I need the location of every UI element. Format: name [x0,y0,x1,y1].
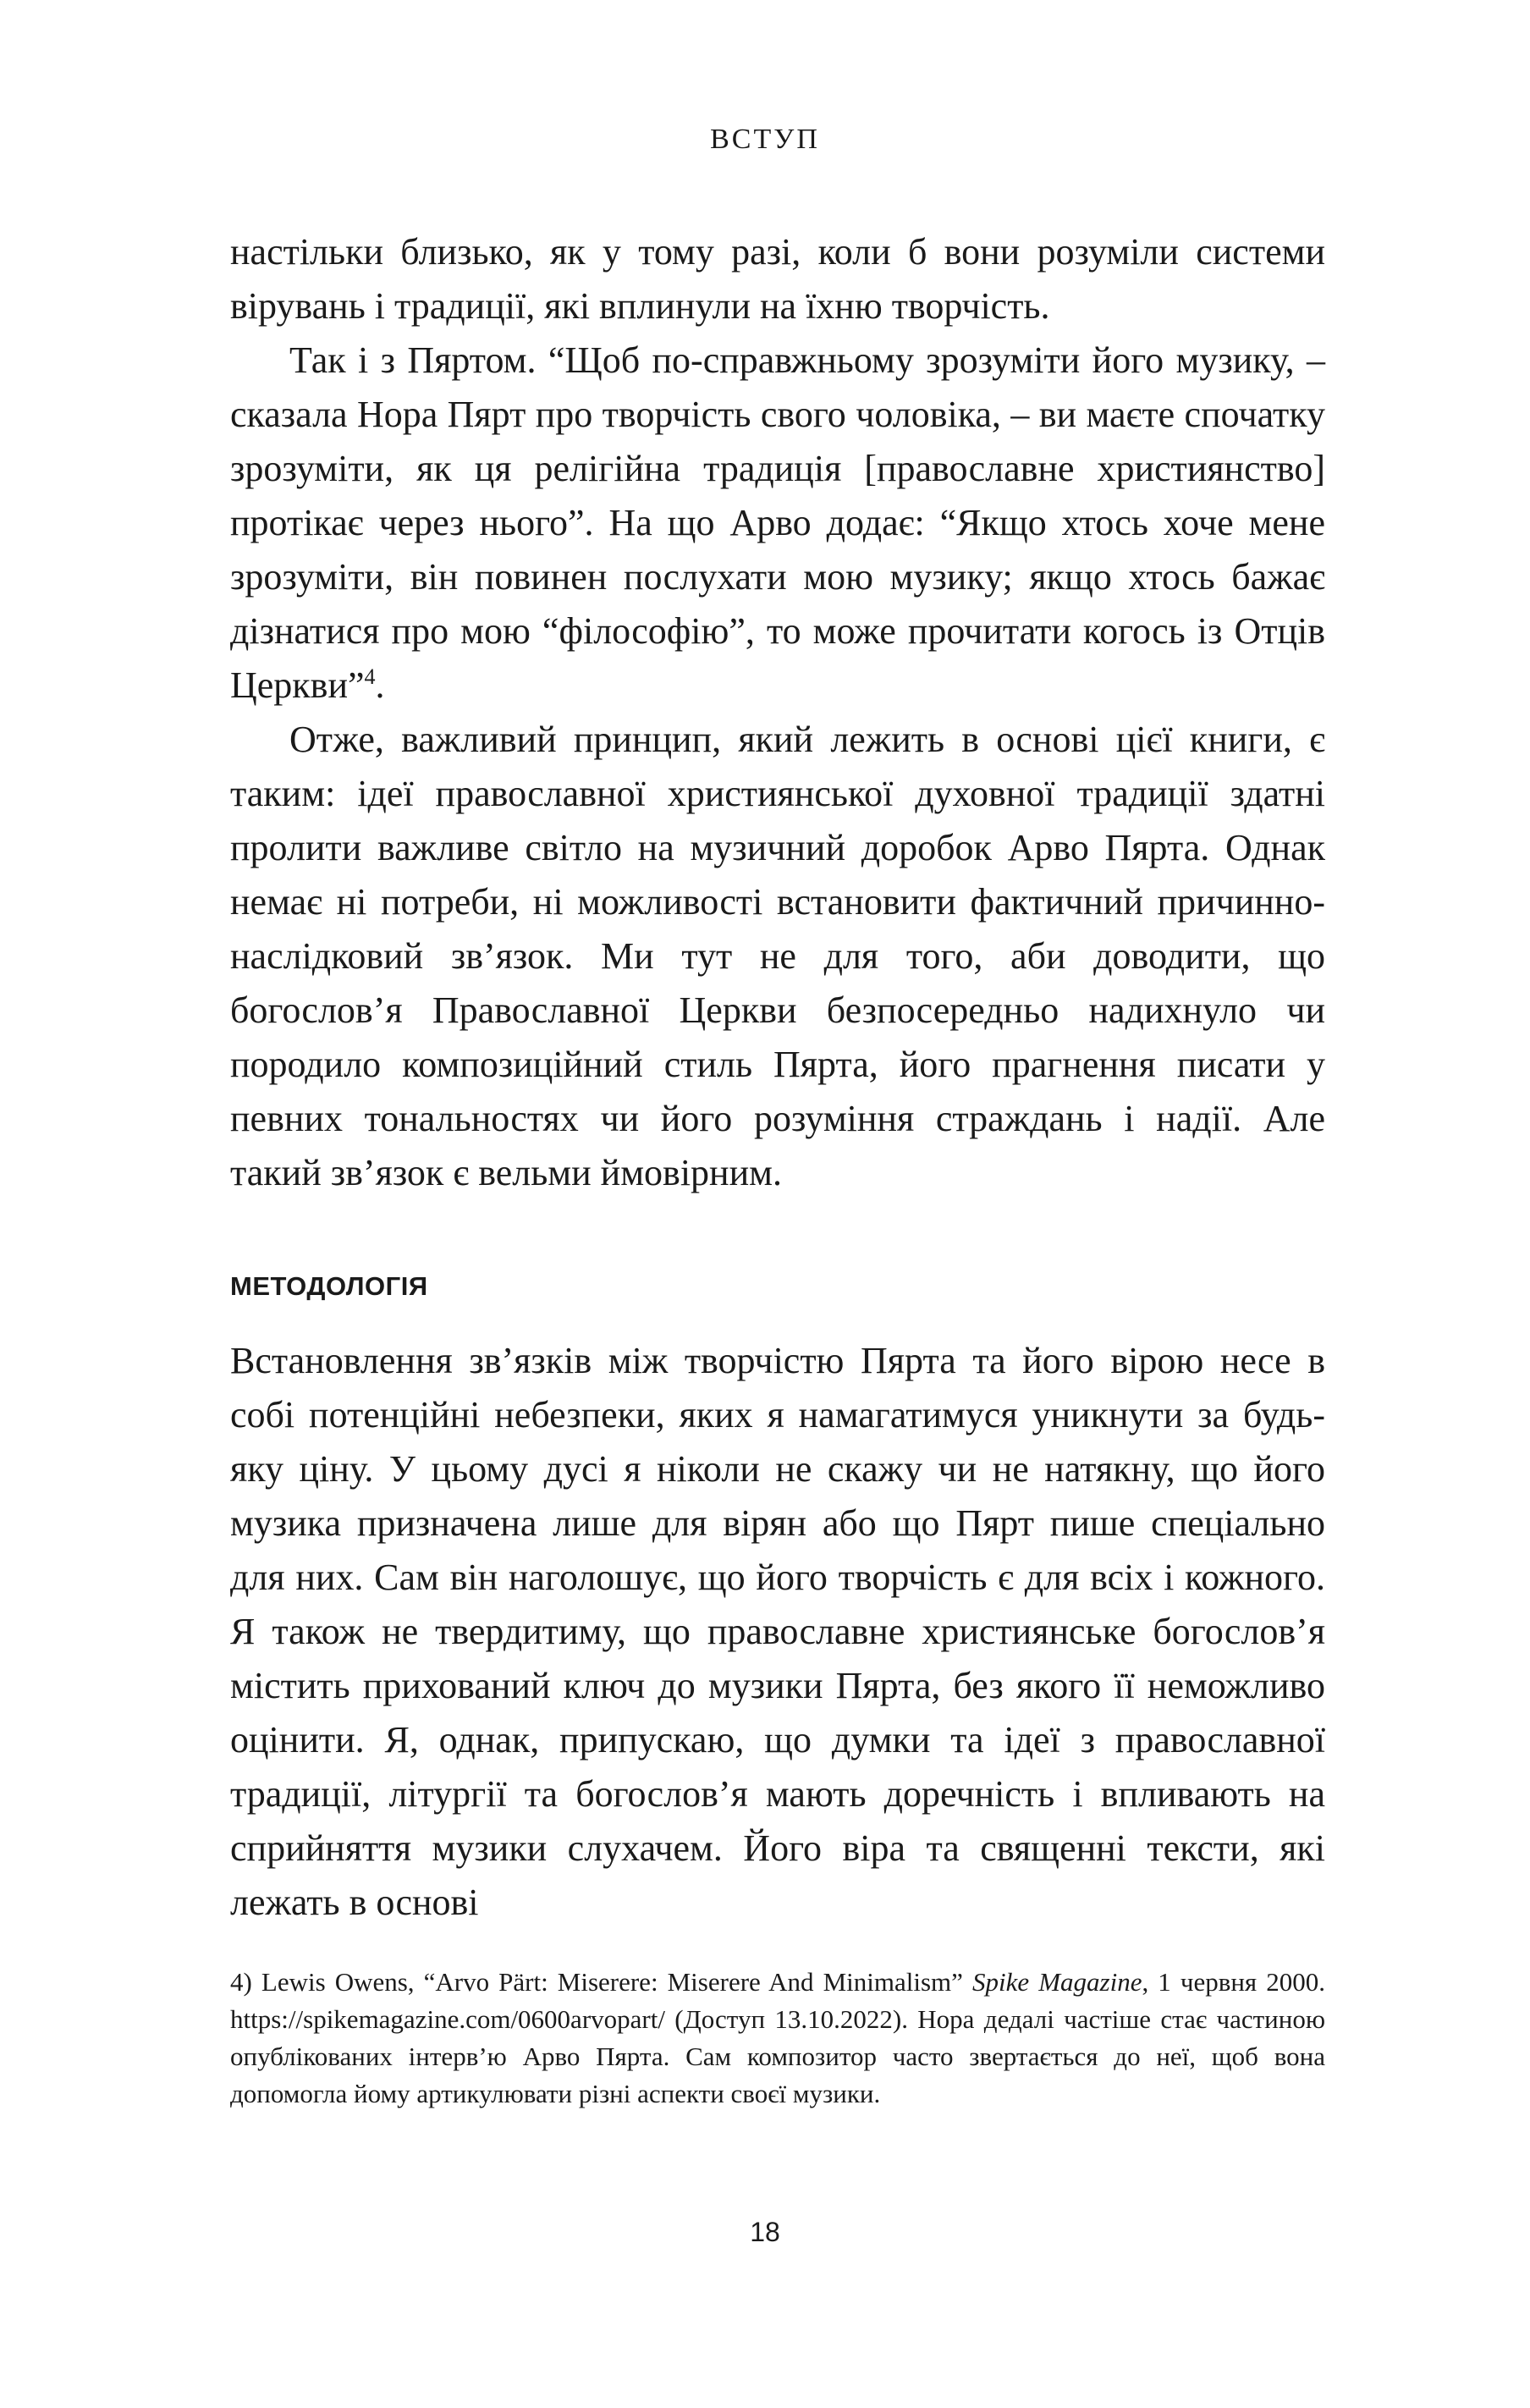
page-number: 18 [750,2217,780,2247]
footnote-rest: , 1 червня 2000. https://spikemagazine.com/0600arvopart/ (Доступ 13.10.2022). Нора дедалі частіше стає частиною опублікованих інтерв’ю Арво Пярта. Сам композитор часто звертається до неї, щоб вона допомогла йому артикулювати різні аспекти своєї музики. [230,1967,1326,2108]
body-text-section-2 [230,1334,1325,1930]
paragraph-continuation: настільки близько, як у тому разі, коли б вони розуміли системи вірувань і традиції, які вплинули на їхню творчість. [230,231,1325,327]
footnote-4 [230,1964,1325,2113]
body-text-section-1 [230,225,1325,1200]
section-heading: МЕТОДОЛОГІЯ [230,1271,428,1301]
footnote-journal: Spike Magazine [972,1967,1142,1997]
footnotes [230,1964,1325,2113]
footnote-lead: 4) Lewis Owens, “Arvo Pärt: Miserere: Miserere And Minimalism” [230,1967,963,1997]
running-head: ВСТУП [710,124,820,155]
paragraph-methodology: Встановлення зв’язків між творчістю Пярта та його вірою несе в собі потенційні небезпеки, яких я намагатимуся уникнути за будь-яку ціну. У цьому дусі я ніколи не скажу чи не натякну, що його музика призначена лише для вірян або що Пярт пише спеціально для них. Сам він наголошує, що його творчість є для всіх і кожного. Я також не твердитиму, що православне християнське богослов’я містить прихований ключ до музики Пярта, без якого її неможливо оцінити. Я, однак, припускаю, що думки та ідеї з православної традиції, літургії та богослов’я мають доречність і впливають на сприйняття музики слухачем. Його віра та священні тексти, які лежать в основі [230,1340,1325,1923]
paragraph-quote-text: Так і з Пяртом. “Щоб по-справжньому зрозуміти його музику, – сказала Нора Пярт про творчість свого чоловіка, – ви маєте спочатку зрозуміти, як ця релігійна традиція [православне християнство] протікає через нього”. На що Арво додає: “Якщо хтось хоче мене зрозуміти, він повинен послухати мою музику; якщо хтось бажає дізнатися про мою “філософію”, то може прочитати когось із Отців Церкви” [230,339,1325,706]
paragraph-quote: Так і з Пяртом. “Щоб по-справжньому зрозуміти його музику, – сказала Нора Пярт про творчість свого чоловіка, – ви маєте спочатку зрозуміти, як ця релігійна традиція [православне християнство] протікає через нього”. На що Арво додає: “Якщо хтось хоче мене зрозуміти, він повинен послухати мою музику; якщо хтось бажає дізнатися про мою “філософію”, то може прочитати когось із Отців Церкви”$^4$. [230,339,1325,706]
paragraph-principle: Отже, важливий принцип, який лежить в основі цієї книги, є таким: ідеї православної християнської духовної традиції здатні пролити важливе світло на музичний доробок Арво Пярта. Однак немає ні потреби, ні можливості встановити фактичний причинно-наслідковий зв’язок. Ми тут не для того, аби доводити, що богослов’я Православної Церкви безпосередньо надихнуло чи породило композиційний стиль Пярта, його прагнення писати у певних тональностях чи його розуміння страждань і надії. Але такий зв’язок є вельми ймовірним. [230,719,1325,1193]
footnote-reference: 4 [364,664,376,689]
